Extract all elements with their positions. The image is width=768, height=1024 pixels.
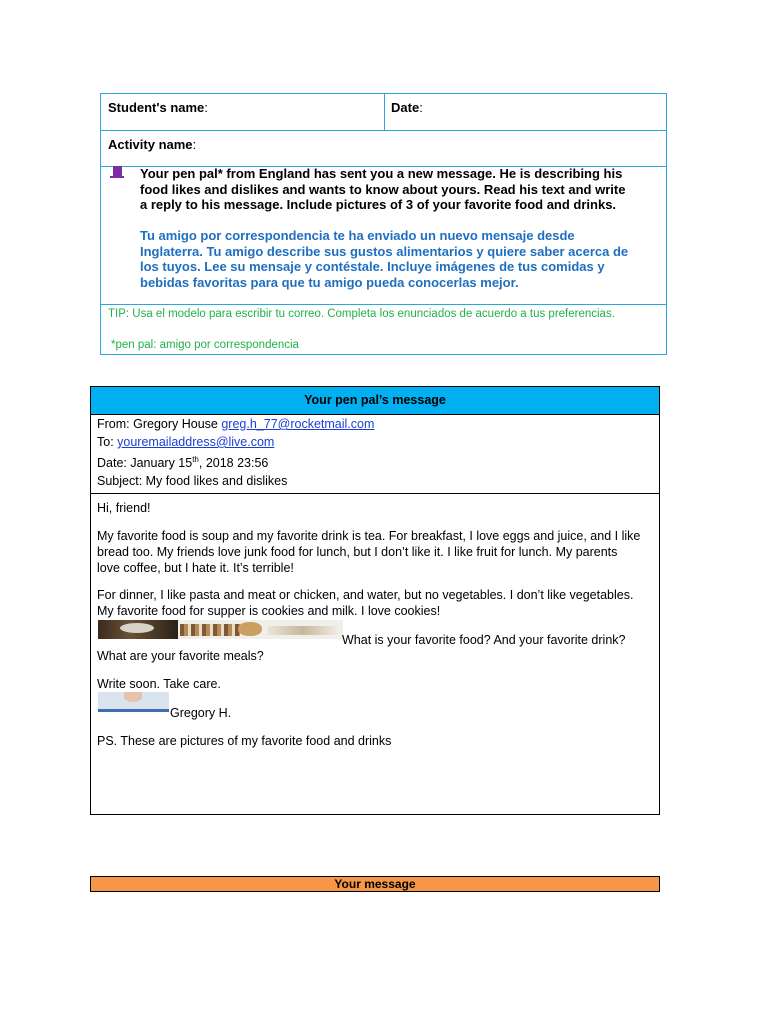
date-label: Date: [391,100,423,115]
subject-line: Subject: My food likes and dislikes [97,474,288,489]
instructions-spanish: Tu amigo por correspondencia te ha enviado un nuevo mensaje desde Inglaterra. Tu amigo describe sus gustos alimentarios y quiere saber acerca de los tuyos. Lee su mensaje y contéstale. Incluye imágenes de tus comidas y bebidas favoritas para que tu amigo pueda conocerlas mejor. [140,228,629,290]
your-message-header: Your message [90,876,660,892]
message-paragraph-2: For dinner, I like pasta and meat or chicken, and water, but no vegetables. I don’t like vegetables. My favorite food for supper is cookies and milk. I love cookies! [97,588,634,618]
question-favorite-meals: What are your favorite meals? [97,649,264,663]
student-name-label: Student's name: [108,100,208,115]
divider [101,130,666,131]
pen-pal-message-header: Your pen pal’s message [91,387,659,415]
postscript: PS. These are pictures of my favorite food and drinks [97,734,392,748]
from-line: From: Gregory House greg.h_77@rocketmail.com [97,417,375,431]
activity-name-label: Activity name: [108,137,197,152]
avatar-photo-image [98,692,169,712]
food-photos-image [98,620,343,639]
email-headers [97,415,652,490]
from-email-link[interactable]: greg.h_77@rocketmail.com [221,417,375,431]
greeting: Hi, friend! [97,501,151,515]
pen-pal-message-table [90,386,660,815]
divider [384,94,385,130]
to-line: To: youremailaddress@live.com [97,435,275,449]
signature: Gregory H. [170,706,232,720]
activity-info-table [100,93,667,355]
divider [101,304,666,305]
closing: Write soon. Take care. [97,677,221,691]
date-line: Date: January 15th, 2018 23:56 [97,455,269,471]
divider [91,493,659,494]
tip-text: TIP: Usa el modelo para escribir tu correo. Completa los enunciados de acuerdo a tus preferencias. [108,308,615,320]
instructions-english: Your pen pal* from England has sent you a new message. He is describing his food likes and dislikes and wants to know about yours. Read his text and write a reply to his message. Include pictures of 3 of your favorite food and drinks. [140,166,626,212]
to-email-link[interactable]: youremailaddress@live.com [117,435,275,449]
question-favorite-food: What is your favorite food? And your favorite drink? [342,633,626,647]
pen-pal-footnote: *pen pal: amigo por correspondencia [111,339,299,351]
message-paragraph-1: My favorite food is soup and my favorite drink is tea. For breakfast, I love eggs and juice, and I like bread too. My friends love junk food for lunch, but I don’t like it. I like fruit for lunch. My parents love coffee, but I hate it. It’s terrible! [97,529,641,575]
